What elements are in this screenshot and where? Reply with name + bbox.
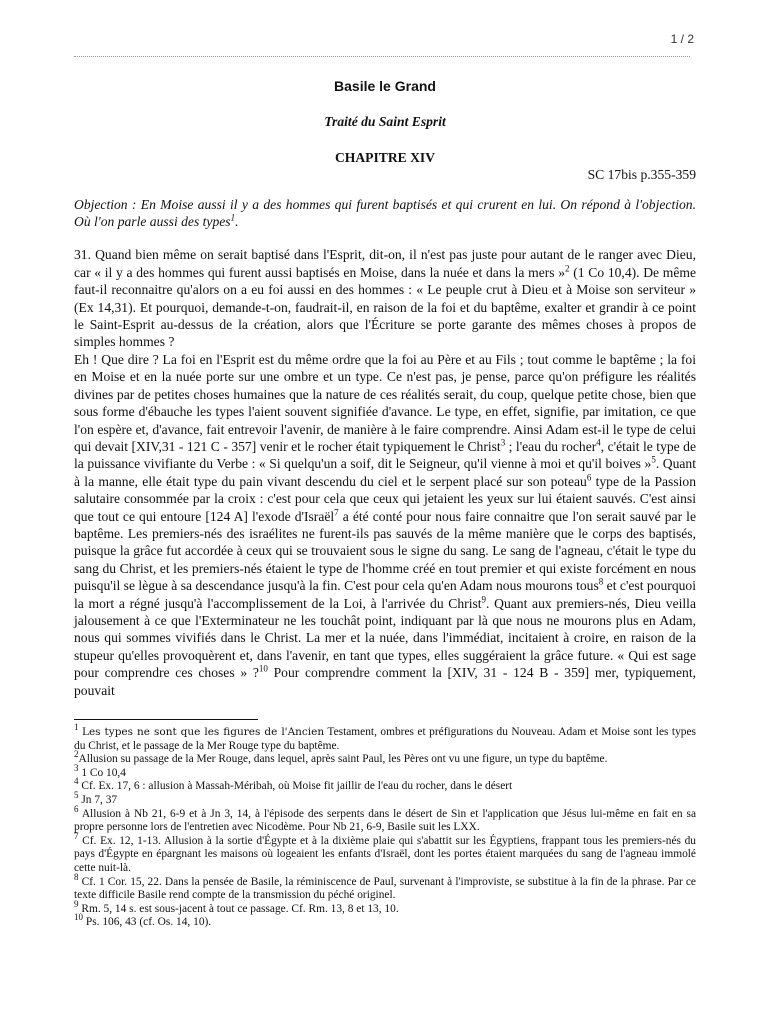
footnote-ref-3[interactable]: 3 xyxy=(500,437,506,448)
footnote-number: 4 xyxy=(74,776,79,787)
footnote-number: 2 xyxy=(74,749,79,760)
footnote-ref-10[interactable]: 10 xyxy=(258,663,268,674)
author-title: Basile le Grand xyxy=(334,78,436,94)
text-run: . Quant à la manne, elle était type du pain vivant descendu du ciel et le serpent placé sur son poteau xyxy=(74,456,696,489)
footnote-ref-4[interactable]: 4 xyxy=(596,437,601,448)
footnote-1 xyxy=(74,722,696,753)
text-run: . Quant aux premiers-nés, Dieu veilla jalousement à ce que l'Exterminateur ne les touchât point, indiquant par là que nous ne mourons plus en Adam, nous qui sommes vivifiés dans le Christ. La mer et la nuée, dans l'immédiat, incitaient à croire, en raison de la stupeur qu'elles provoquèrent et, dans l'avenir, en tant que types, elles suggéraient la grâce future. « Qui est sage pour comprendre ces choses » ? xyxy=(74,595,696,681)
footnote-text: Jn 7, 37 xyxy=(78,793,118,806)
text-run: type de la Passion salutaire consommée par la croix : c'est pour cela que ceux qui jetaient les yeux sur lui étaient sauvés. C'est ainsi que tout ce qui entoure [124 A] l'exode d'Israël xyxy=(74,473,697,524)
footnote-text: Allusion à Nb 21, 6-9 et à Jn 3, 14, à l'épisode des serpents dans le désert de Sin et l'application que Jésus lui-même en fait en sa propre personne lors de l'entretien avec Nicodème. Pour Nb 21, 6-9, Basile suit les LXX. xyxy=(74,807,697,834)
chapter-heading: CHAPITRE XIV xyxy=(334,149,436,165)
text-run: (1 Co 10,4). De même faut-il reconnaitre qu'alors on a eu foi aussi en des hommes : « Le peuple crut à Dieu et à Moise son serviteur » (Ex 14,31). Et pourquoi, demande-t-on, faudrait-il, en raison de la foi et du baptême, exalter et grandir à ce point le Saint-Esprit au-dessus de la création, alors que l'Écriture se porte garante des mêmes choses à propos de simples hommes ? xyxy=(74,264,696,350)
footnote-text: Testament, ombres et préfigurations du Nouveau. Adam et Moise sont les types du Christ, et le passage de la Mer Rouge type du baptême. xyxy=(74,726,696,752)
footnote-divider xyxy=(74,719,258,720)
footnote-text: Cf. Ex. 17, 6 : allusion à Massah-Méribah, où Moise fit jaillir de l'eau du rocher, dans le désert xyxy=(81,780,513,793)
footnote-text: Ps. 106, 43 (cf. Os. 14, 10). xyxy=(85,916,212,929)
text-run: Eh ! Que dire ? La foi en l'Esprit est du même ordre que la foi au Père et au Fils ; tout comme le baptême ; la foi en Moise et en la nuée porte sur une ombre et un type. Ce n'est pas, je pense, parce qu'on préfigure les réalités divines par de petites choses humaines que la nature de ces réalités serait, du coup, quelque petite chose, bien que sous forme d'ébauche les types l'aient souvent signifiée d'avance. Le type, en effet, signifie, par imitation, ce que l'on espère et, d'avance, fait entrevoir l'avenir, de manière à le faire comprendre. Ainsi Adam est-il le type de celui qui devait [XIV,31 - 121 C - 357] venir et le rocher était typiquement le Christ xyxy=(74,351,696,454)
paragraph-31-question xyxy=(74,246,696,350)
footnotes-section xyxy=(74,722,697,930)
text-run: 31. Quand bien même on serait baptisé dans l'Esprit, dit-on, il n'est pas juste pour autant de le ranger avec Dieu, car « il y a des hommes qui furent aussi baptisés en Moise, dans la nuée et dans la mers » xyxy=(74,247,696,280)
footnote-number: 3 xyxy=(74,762,79,773)
footnote-text: Allusion su passage de la Mer Rouge, dans lequel, après saint Paul, les Pères ont vu une figure, un type du baptême. xyxy=(78,753,608,766)
objection-end: . xyxy=(235,214,239,230)
footnote-5 xyxy=(74,790,696,808)
footnote-number: 7 xyxy=(74,830,79,841)
objection-paragraph xyxy=(74,196,696,231)
objection-text: Objection : En Moise aussi il y a des hommes qui furent baptisés et qui crurent en lui. On répond à l'objection. Où l'on parle aussi des types xyxy=(74,196,696,230)
footnote-4 xyxy=(74,776,696,794)
paragraph-31-answer xyxy=(74,351,696,699)
text-run: Pour comprendre comment la [XIV, 31 - 124 B - 359] mer, typiquement, pouvait xyxy=(74,665,696,698)
footnote-number: 9 xyxy=(74,898,79,909)
treatise-title: Traité du Saint Esprit xyxy=(324,114,446,130)
text-run: a été conté pour nous faire connaitre que l'on serait sauvé par le baptême. Les premiers-nés des israélites ne furent-ils pas sauvés de la même manière que le corps des baptisés, puisque la grâce fut accordée à ceux qui se trouvaient sous le signe du sang. Le sang de l'agneau, c'était le type du sang du Christ, et les premiers-nés étaient le type de l'homme créé en tout premier et qui existe forcément en nous puisqu'il se lègue à sa descendance jusqu'à la fin. C'est pour cela qu'en Adam nous mourons tous xyxy=(74,508,696,594)
footnote-8 xyxy=(74,871,696,903)
footnote-ref-6[interactable]: 6 xyxy=(586,472,592,483)
footnote-6 xyxy=(74,803,697,835)
page-number: 1 / 2 xyxy=(670,32,694,46)
footnote-9 xyxy=(74,898,696,917)
footnote-text: Les types ne sont que les figures de l'Ancien xyxy=(82,726,325,738)
footnote-ref-7[interactable]: 7 xyxy=(334,507,339,517)
footnote-number: 1 xyxy=(74,722,79,733)
footnote-7 xyxy=(74,830,696,876)
footnote-number: 5 xyxy=(74,790,79,801)
footnote-number: 10 xyxy=(74,912,83,923)
footnote-ref-5[interactable]: 5 xyxy=(651,454,656,465)
document-body xyxy=(74,74,696,930)
text-run: , c'était le type de la puissance vivifiante du Verbe : « Si quelqu'un a soif, dit le Seigneur, qu'il vienne à moi et qu'il boives » xyxy=(74,438,696,472)
footnote-ref-9[interactable]: 9 xyxy=(481,594,487,605)
footnote-ref-8[interactable]: 8 xyxy=(598,576,604,587)
header-divider xyxy=(74,56,690,57)
footnote-3 xyxy=(74,762,696,781)
footnote-text: Cf. 1 Cor. 15, 22. Dans la pensée de Basile, la réminiscence de Paul, survenant à l'improviste, se substitue à la fin de la phrase. Par ce texte difficile Basile rend compte de la transmission du péché originel. xyxy=(74,875,696,902)
source-reference: SC 17bis p.355-359 xyxy=(587,167,696,183)
text-run: et c'est pourquoi la mort a régné jusqu'à l'accomplissement de la Loi, à l'arrivée du Christ xyxy=(74,578,696,611)
footnote-10 xyxy=(74,912,696,930)
footnote-ref-1[interactable]: 1 xyxy=(230,212,236,223)
footnote-ref-2[interactable]: 2 xyxy=(565,263,570,274)
text-run: ; l'eau du rocher xyxy=(505,438,597,454)
footnote-text: Rm. 5, 14 s. est sous-jacent à tout ce passage. Cf. Rm. 13, 8 et 13, 10. xyxy=(81,902,399,915)
footnote-number: 6 xyxy=(74,803,79,814)
footnote-2 xyxy=(74,749,696,767)
footnote-number: 8 xyxy=(74,871,79,882)
footnote-text: 1 Co 10,4 xyxy=(81,766,126,779)
footnote-text: Cf. Ex. 12, 1-13. Allusion à la sortie d'Égypte et à la dixième plaie qui s'abattit sur les Égyptiens, frappant tous les premiers-nés du pays d'Égypte en épargnant les maisons où logeaient les enfants d'Israël, dont les portes étaient marquées du sang de l'agneau immolé cette nuit-là. xyxy=(74,834,696,874)
